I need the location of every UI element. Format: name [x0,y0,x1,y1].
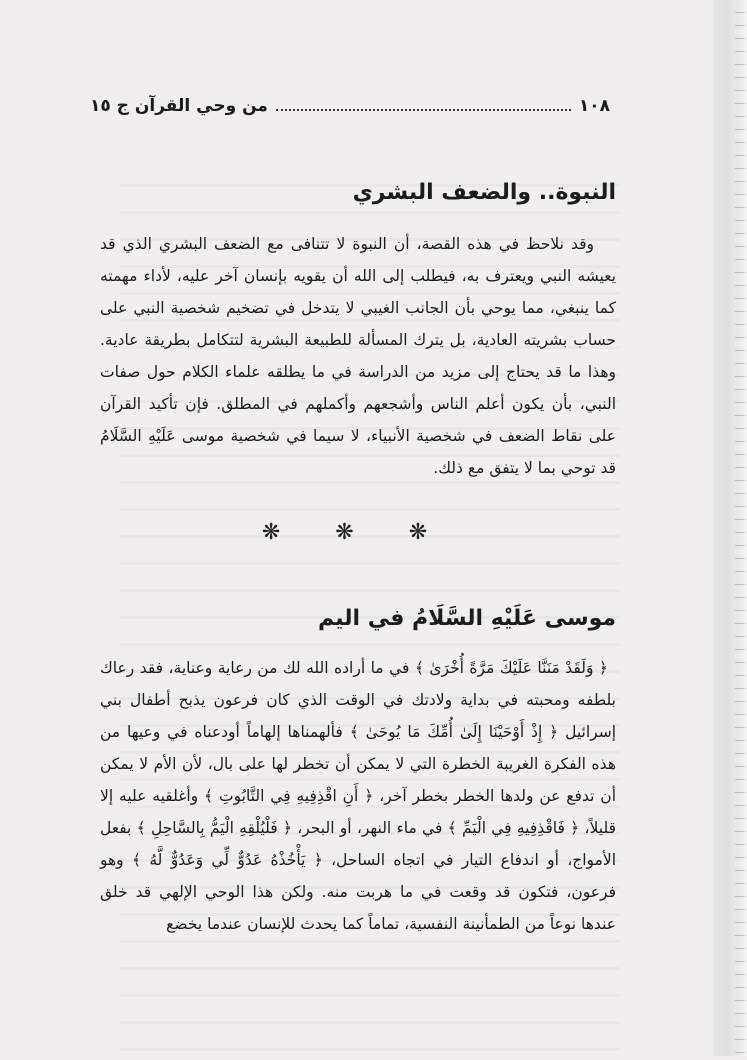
header-leader-dots [276,109,571,111]
section-separator: ❋ ❋ ❋ [261,520,452,545]
book-title: من وحي القرآن ج ١٥ [90,96,268,116]
paragraph-prophecy: وقد نلاحظ في هذه القصة، أن النبوة لا تتنافى مع الضعف البشري الذي قد يعيشه النبي ويعترف به، فيطلب إلى الله أن يقويه بإنسان آخر عليه، لأداء مهمته كما ينبغي، مما يوحي بأن الجانب الغيبي لا يتدخل في تضخيم شخصية النبي على حساب بشريته العادية، بل يترك المسألة للطبيعة البشرية لتتكامل بطريقة عادية. وهذا ما قد يحتاج إلى مزيد من الدراسة في ما يطلقه علماء الكلام حول صفات النبي، بأن يكون أعلم الناس وأشجعهم وأكملهم في المطلق. فإن تأكيد القرآن على نقاط الضعف في شخصية الأنبياء، لا سيما في شخصية موسى عَلَيْهِ السَّلَامُ قد توحي بما لا يتفق مع ذلك. [100,235,616,477]
section-heading-prophecy: النبوة.. والضعف البشري [352,180,616,205]
page-edge-ticks [735,0,745,1056]
page-number: ١٠٨ [578,96,610,116]
paragraph-moses: ﴿ وَلَقَدْ مَنَنَّا عَلَيْكَ مَرَّةً أُخْرَىٰ ﴾ في ما أراده الله لك من رعاية وعناية، فقد رعاك بلطفه ومحبته في بداية ولادتك في الوقت الذي كان فرعون يذبح أطفال بني إسرائيل ﴿ إِذْ أَوْحَيْنَا إِلَىٰ أُمِّكَ مَا يُوحَىٰ ﴾ فألهمناها إلهاماً أودعناه في وعيها من هذه الفكرة الغريبة الخطرة التي لا يمكن أن تخطر لها على بال، لأن الأم لا يمكن أن تدفع عن ولدها الخطر بخطر آخر، ﴿ أَنِ اقْذِفِيهِ فِي التَّابُوتِ ﴾ وأغلقيه عليه إلا قليلاً، ﴿ فَاقْذِفِيهِ فِي الْيَمِّ ﴾ في ماء النهر، أو البحر، ﴿ فَلْيُلْقِهِ الْيَمُّ بِالسَّاحِلِ ﴾ بفعل الأمواج، أو اندفاع التيار في اتجاه الساحل، ﴿ يَأْخُذْهُ عَدُوٌّ لِّي وَعَدُوٌّ لَّهُ ﴾ وهو فرعون، فتكون قد وقعت في ما هربت منه. ولكن هذا الوحي الإلهي قد خلق عندها نوعاً من الطمأنينة النفسية، تماماً كما يحدث للإنسان عندما يخضع [100,659,616,933]
running-header [90,92,610,120]
section-heading-moses: موسى عَلَيْهِ السَّلَامُ في اليم [318,606,616,631]
